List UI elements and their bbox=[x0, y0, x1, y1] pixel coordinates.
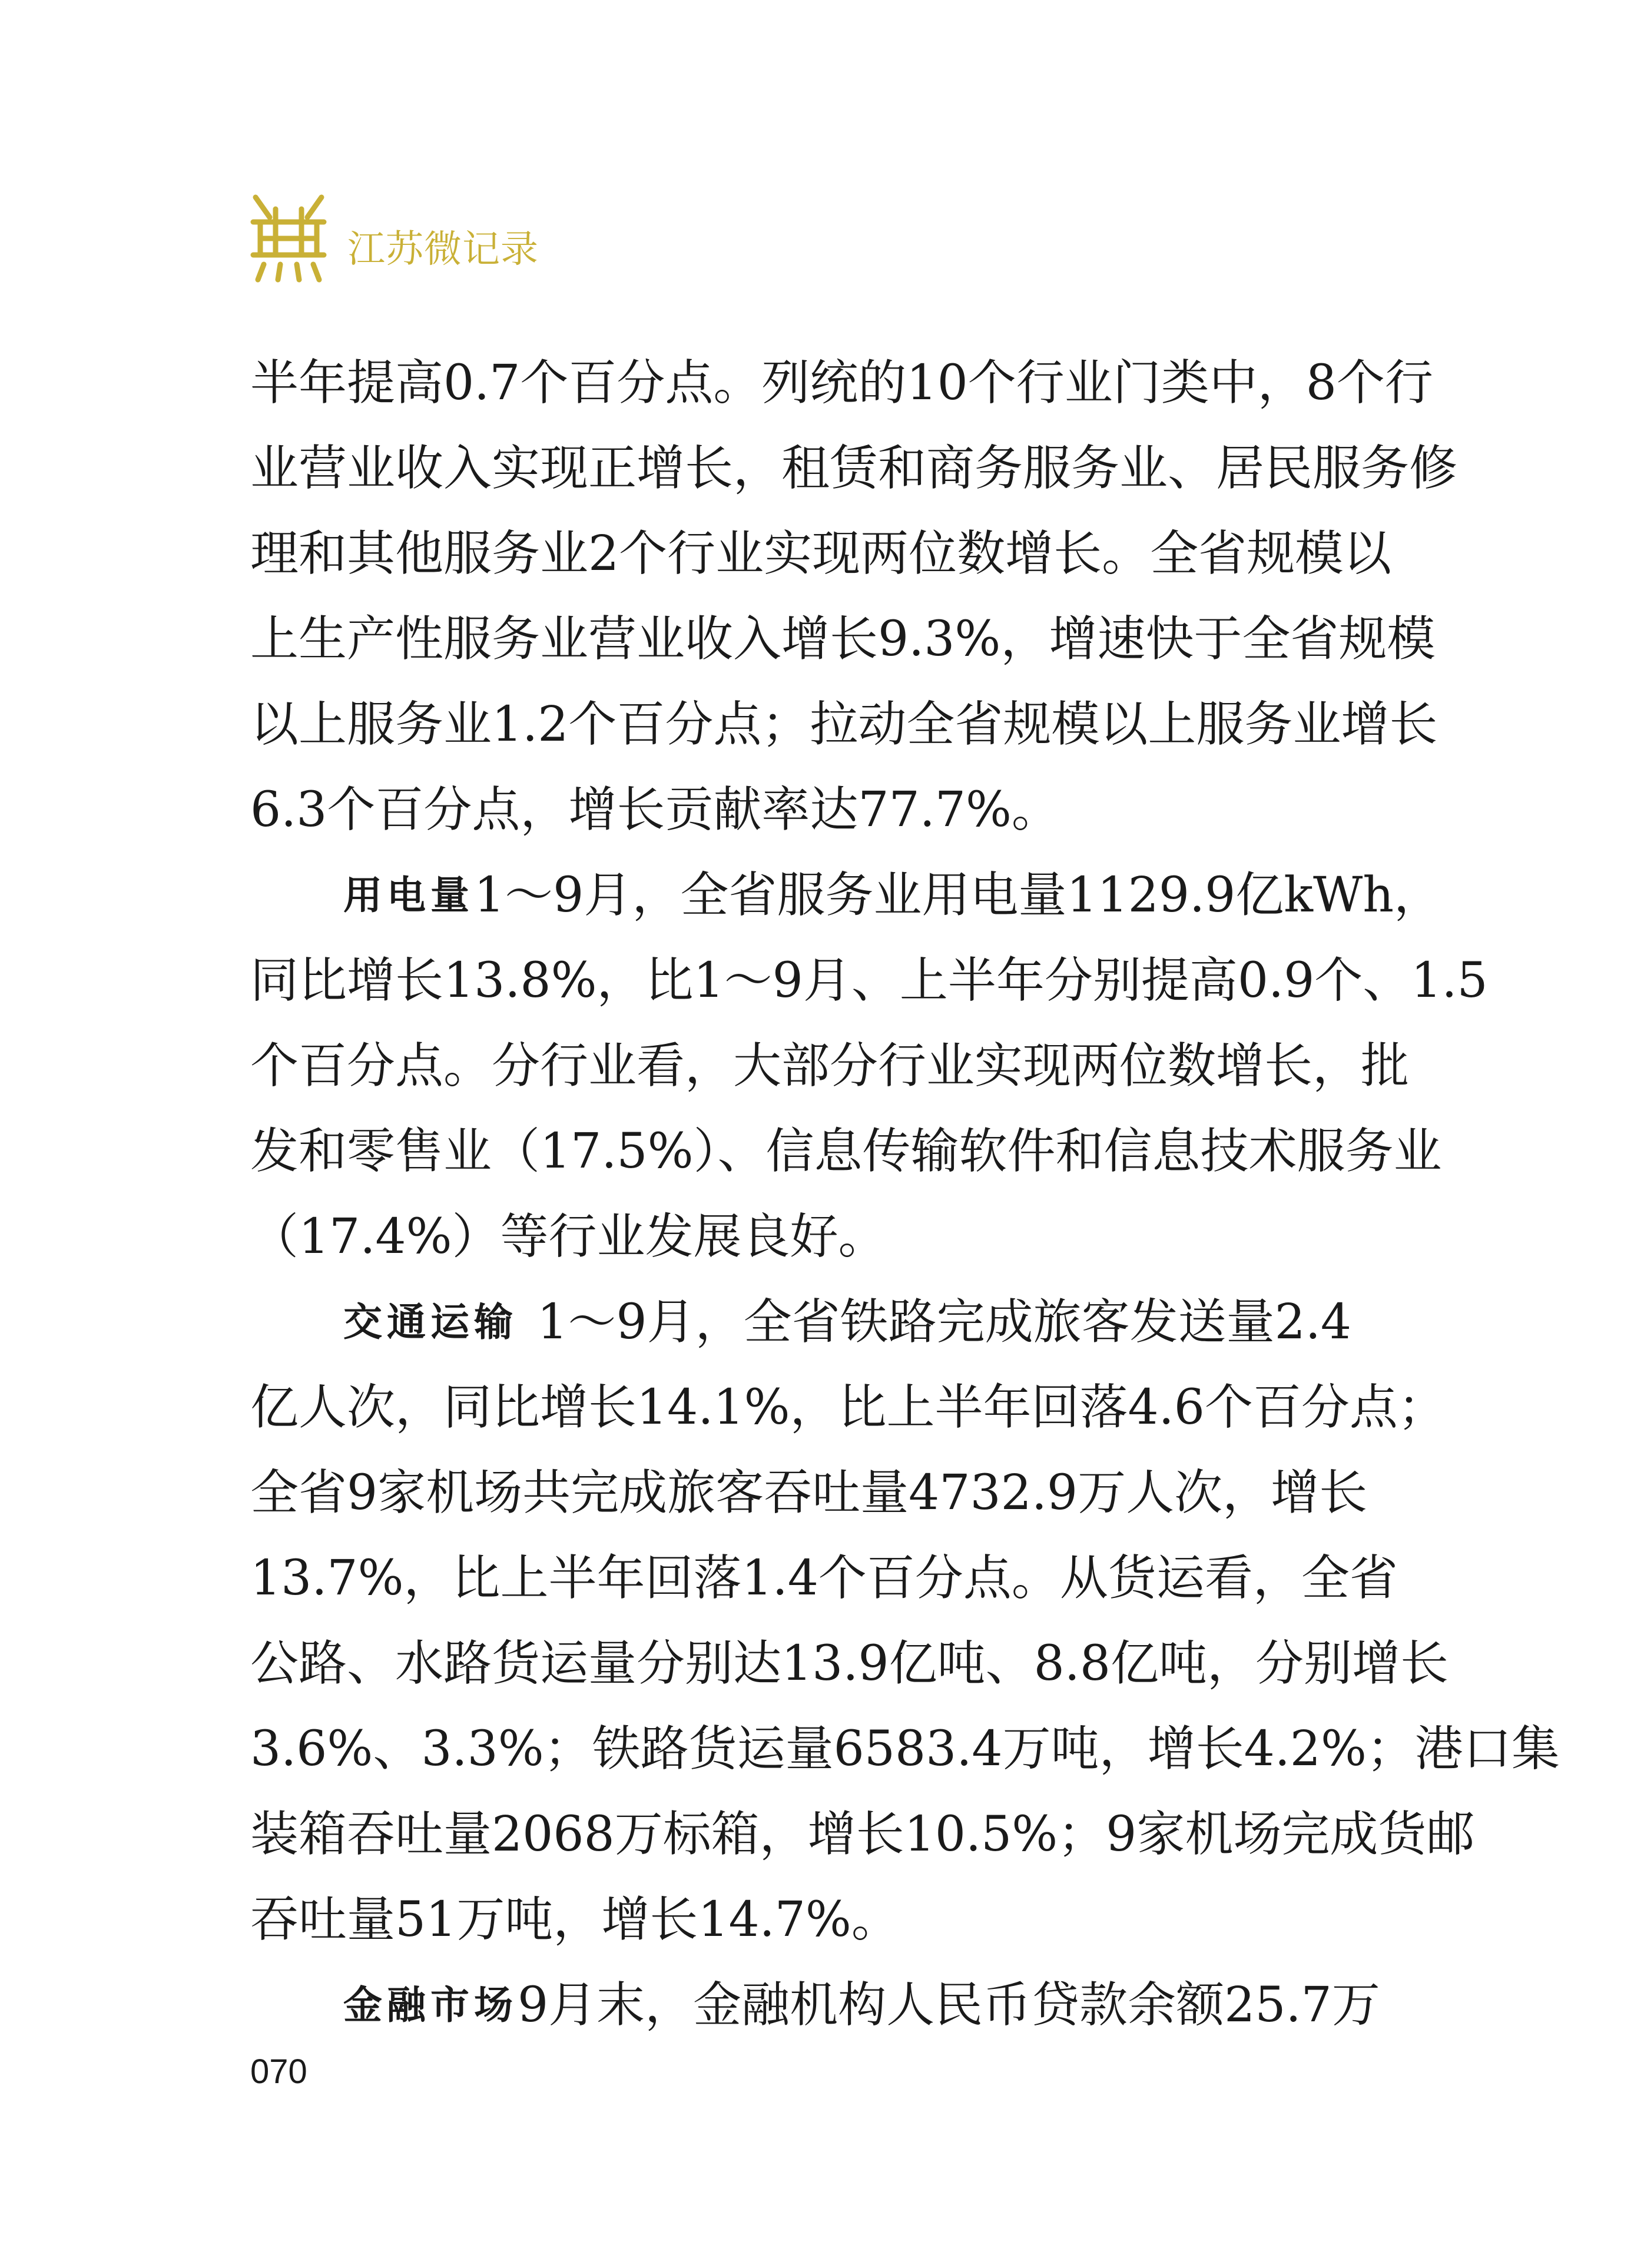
section-heading: 用电量 bbox=[343, 873, 474, 918]
text-line: 以上服务业1.2个百分点；拉动全省规模以上服务业增长 bbox=[250, 697, 1438, 752]
article-body bbox=[250, 340, 1560, 2048]
jiangsu-seal-icon bbox=[247, 191, 330, 286]
text-line: 用电量 1～9月，全省服务业用电量1129.9亿kWh， bbox=[250, 853, 1351, 938]
text-line: 发和零售业（17.5%）、信息传输软件和信息技术服务业 bbox=[250, 1123, 1442, 1179]
text-line: 上生产性服务业营业收入增长9.3%，增速快于全省规模 bbox=[250, 611, 1436, 667]
text-line: 同比增长13.8%，比1～9月、上半年分别提高0.9个、1.5 bbox=[250, 953, 1488, 1009]
text-line: 装箱吞吐量2068万标箱，增长10.5%；9家机场完成货邮 bbox=[250, 1806, 1475, 1862]
series-title: 江苏微记录 bbox=[347, 228, 539, 271]
page-number: 070 bbox=[250, 2053, 307, 2091]
text-line: 公路、水路货运量分别达13.9亿吨、8.8亿吨，分别增长 bbox=[250, 1636, 1449, 1692]
text-line: 6.3个百分点，增长贡献率达77.7%。 bbox=[250, 782, 1060, 838]
text-line: 个百分点。分行业看，大部分行业实现两位数增长，批 bbox=[250, 1038, 1410, 1094]
text-line: 业营业收入实现正增长，租赁和商务服务业、居民服务修 bbox=[250, 440, 1458, 496]
text-line: 金融市场 9月末，金融机构人民币贷款余额25.7万 bbox=[250, 1962, 1351, 2048]
section-heading: 交通运输 bbox=[343, 1299, 518, 1345]
text-line: 3.6%、3.3%；铁路货运量6583.4万吨，增长4.2%；港口集 bbox=[250, 1721, 1560, 1777]
text-line: 亿人次，同比增长14.1%，比上半年回落4.6个百分点； bbox=[250, 1380, 1446, 1435]
page-header bbox=[247, 188, 539, 289]
text-line: 交通运输 1～9月，全省铁路完成旅客发送量2.4 bbox=[250, 1279, 1351, 1365]
text-line: 吞吐量51万吨，增长14.7%。 bbox=[250, 1892, 900, 1948]
text-line: 理和其他服务业2个行业实现两位数增长。全省规模以 bbox=[250, 526, 1392, 582]
section-heading: 金融市场 bbox=[343, 1982, 518, 2028]
text-line: 全省9家机场共完成旅客吞吐量4732.9万人次，增长 bbox=[250, 1465, 1368, 1521]
text-line: 13.7%，比上半年回落1.4个百分点。从货运看，全省 bbox=[250, 1550, 1398, 1606]
text-line: （17.4%）等行业发展良好。 bbox=[250, 1209, 887, 1265]
text-line: 半年提高0.7个百分点。列统的10个行业门类中，8个行 bbox=[250, 355, 1433, 411]
